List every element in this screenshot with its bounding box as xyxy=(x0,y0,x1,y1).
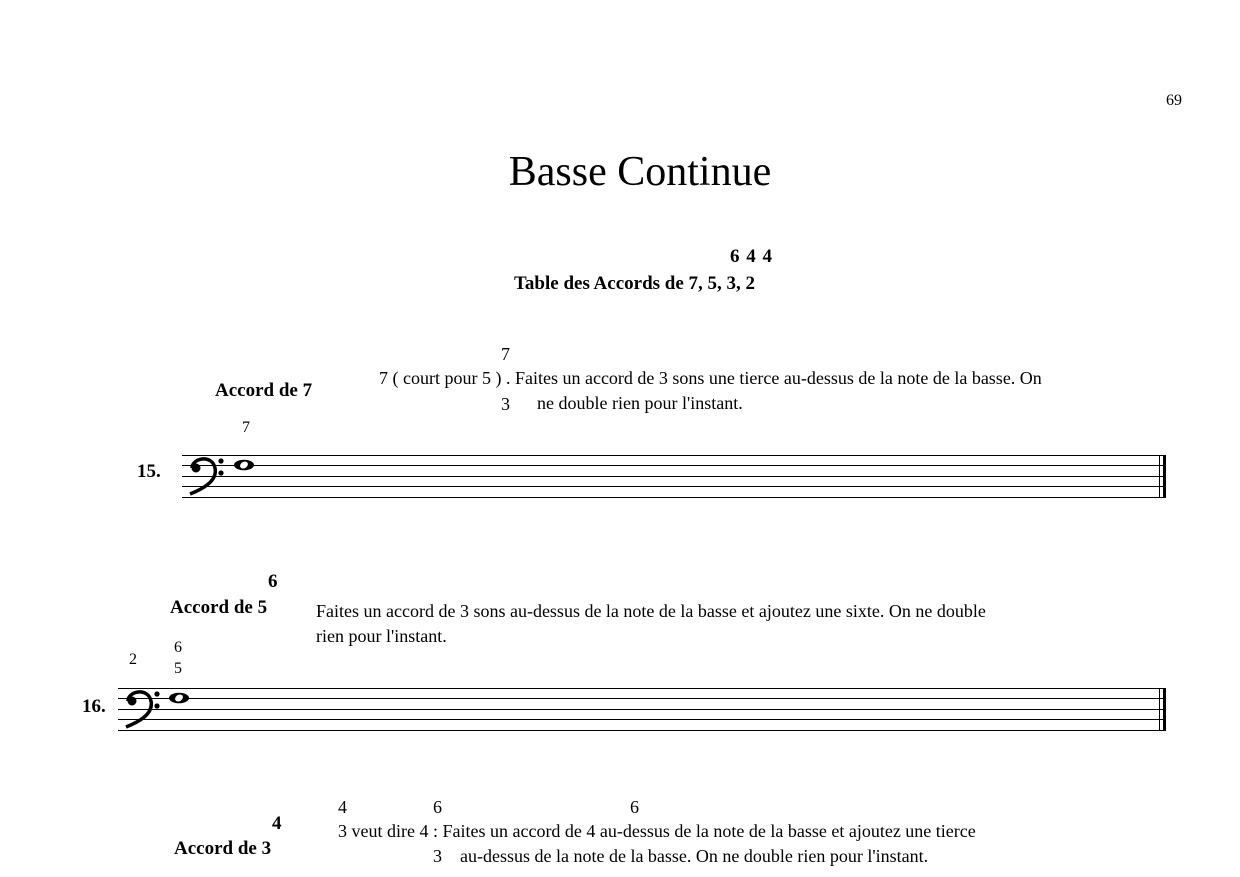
accord-4-3-stack-bottom: 3 xyxy=(433,846,442,866)
accord-4-3-figure-a: 4 xyxy=(338,797,347,817)
table-figures-above: 6 4 4 xyxy=(730,246,772,267)
accord-7-explanation-line2: ne double rien pour l'instant. xyxy=(537,393,743,413)
example-16-figure-top: 6 xyxy=(174,639,182,656)
accord-4-3-figure-c: 6 xyxy=(630,797,639,817)
example-16-figure-bottom: 5 xyxy=(174,660,182,677)
accord-7-label: Accord de 7 xyxy=(215,380,313,401)
accord-4-3-figure-b: 6 xyxy=(433,797,442,817)
whole-note-icon xyxy=(233,459,255,471)
accord-6-5-label-sup: 6 xyxy=(268,571,278,592)
page-title: Basse Continue xyxy=(508,149,772,195)
whole-note-icon xyxy=(168,692,190,704)
table-heading: Table des Accords de 7, 5, 3, 2 xyxy=(514,273,756,294)
accord-4-3-explanation-line1: 3 veut dire 4 : Faites un accord de 4 au-dessus de la note de la basse et ajoutez une tierce xyxy=(338,821,976,841)
accord-6-5-label: Accord de 5 xyxy=(170,597,268,618)
bass-clef-icon xyxy=(188,452,224,496)
accord-6-5-explanation-line1: Faites un accord de 3 sons au-dessus de la note de la basse et ajoutez une sixte. On ne double xyxy=(316,601,986,621)
example-16-number: 16. xyxy=(82,696,106,717)
page-number: 69 xyxy=(1166,92,1182,109)
example-15-number: 15. xyxy=(137,461,161,482)
accord-4-3-explanation-line2: au-dessus de la note de la basse. On ne double rien pour l'instant. xyxy=(460,846,929,866)
accord-6-5-explanation-line2: rien pour l'instant. xyxy=(316,626,447,646)
example-16-figure-left: 2 xyxy=(129,651,137,668)
accord-4-3-label-sup: 4 xyxy=(272,813,282,834)
bass-clef-icon xyxy=(124,685,160,729)
accord-4-3-label: Accord de 3 xyxy=(174,838,272,859)
accord-7-explanation-line1: 7 ( court pour 5 ) . Faites un accord de 3 sons une tierce au-dessus de la note de la basse. On xyxy=(379,368,1042,388)
accord-7-stack-top: 7 xyxy=(501,344,510,364)
accord-7-stack-bottom: 3 xyxy=(501,394,510,414)
example-15-figure: 7 xyxy=(242,419,250,436)
